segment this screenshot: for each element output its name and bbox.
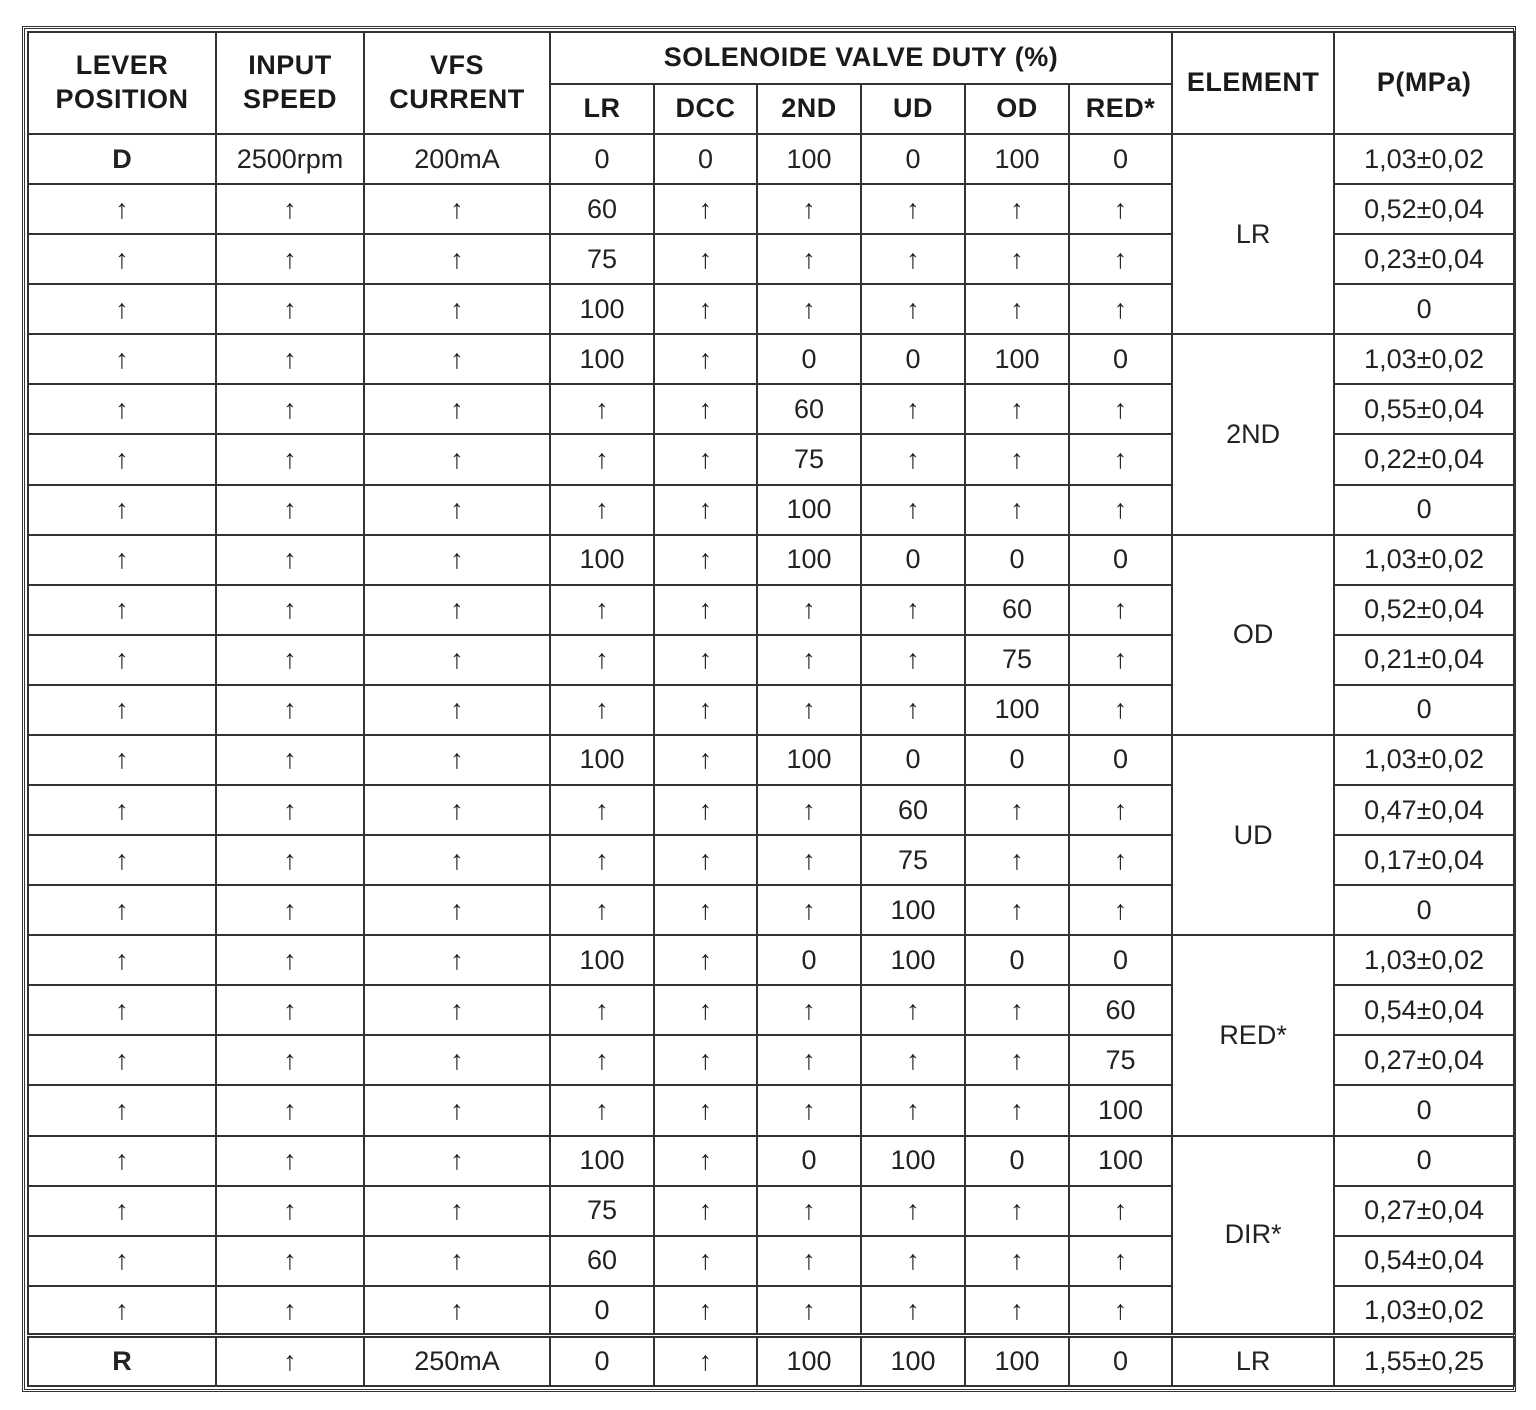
input-speed-cell: ↑ [216,635,364,685]
duty-od-cell: 100 [965,1336,1069,1386]
duty-od-cell: 75 [965,635,1069,685]
duty-2nd-cell: ↑ [757,835,861,885]
duty-ud-cell: ↑ [861,485,965,535]
duty-2nd-cell: ↑ [757,885,861,935]
duty-red-cell: ↑ [1069,1236,1172,1286]
duty-dcc-cell: ↑ [654,1236,757,1286]
duty-red-cell: ↑ [1069,585,1172,635]
duty-lr-cell: 75 [550,1186,654,1236]
duty-2nd-cell: 60 [757,384,861,434]
element-cell: LR [1172,134,1334,334]
input-speed-cell: ↑ [216,985,364,1035]
lever-position-cell: ↑ [28,1136,216,1186]
lever-position-cell: R [28,1336,216,1386]
input-speed-cell: ↑ [216,785,364,835]
duty-lr-cell: 0 [550,1286,654,1336]
pressure-cell: 0,47±0,04 [1334,785,1514,835]
duty-2nd-cell: ↑ [757,1236,861,1286]
duty-red-cell: ↑ [1069,635,1172,685]
duty-red-cell: ↑ [1069,384,1172,434]
duty-ud-cell: ↑ [861,1085,965,1135]
input-speed-cell: ↑ [216,334,364,384]
duty-red-cell: ↑ [1069,234,1172,284]
duty-lr-cell: 100 [550,284,654,334]
duty-lr-cell: ↑ [550,384,654,434]
duty-2nd-cell: ↑ [757,685,861,735]
header-solenoid-valve-duty: SOLENOIDE VALVE DUTY (%) [550,32,1172,84]
duty-ud-cell: ↑ [861,184,965,234]
duty-dcc-cell: ↑ [654,735,757,785]
pressure-cell: 0,52±0,04 [1334,585,1514,635]
vfs-current-cell: ↑ [364,1236,550,1286]
pressure-cell: 1,03±0,02 [1334,1286,1514,1336]
lever-position-cell: D [28,134,216,184]
table-frame [22,26,1516,1392]
pressure-cell: 0,27±0,04 [1334,1035,1514,1085]
vfs-current-cell: ↑ [364,585,550,635]
duty-dcc-cell: ↑ [654,785,757,835]
lever-position-cell: ↑ [28,885,216,935]
duty-dcc-cell: ↑ [654,234,757,284]
duty-2nd-cell: ↑ [757,785,861,835]
input-speed-cell: ↑ [216,685,364,735]
duty-dcc-cell: ↑ [654,635,757,685]
duty-dcc-cell: ↑ [654,585,757,635]
vfs-current-cell: ↑ [364,1035,550,1085]
input-speed-cell: ↑ [216,1236,364,1286]
pressure-cell: 1,03±0,02 [1334,735,1514,785]
duty-lr-cell: ↑ [550,1035,654,1085]
duty-red-cell: 75 [1069,1035,1172,1085]
duty-red-cell: ↑ [1069,184,1172,234]
pressure-cell: 0 [1334,1085,1514,1135]
duty-od-cell: ↑ [965,1186,1069,1236]
duty-dcc-cell: ↑ [654,1136,757,1186]
duty-red-cell: ↑ [1069,485,1172,535]
input-speed-cell: ↑ [216,935,364,985]
duty-lr-cell: 0 [550,1336,654,1386]
input-speed-cell: ↑ [216,1136,364,1186]
duty-2nd-cell: 0 [757,1136,861,1186]
duty-lr-cell: 100 [550,535,654,585]
duty-dcc-cell: ↑ [654,334,757,384]
header-sub-lr: LR [550,84,654,134]
element-cell: LR [1172,1336,1334,1386]
duty-ud-cell: 0 [861,735,965,785]
pressure-cell: 0,52±0,04 [1334,184,1514,234]
lever-position-cell: ↑ [28,535,216,585]
lever-position-cell: ↑ [28,835,216,885]
duty-red-cell: ↑ [1069,1186,1172,1236]
header-sub-2nd: 2ND [757,84,861,134]
duty-ud-cell: ↑ [861,284,965,334]
table-row [28,535,1514,585]
pressure-cell: 0,23±0,04 [1334,234,1514,284]
input-speed-cell: ↑ [216,885,364,935]
duty-lr-cell: 100 [550,1136,654,1186]
duty-lr-cell: ↑ [550,485,654,535]
duty-red-cell: ↑ [1069,685,1172,735]
duty-2nd-cell: 75 [757,434,861,484]
duty-2nd-cell: 100 [757,535,861,585]
header-vfs-current: VFS CURRENT [364,32,550,134]
duty-ud-cell: 100 [861,1136,965,1186]
duty-od-cell: 100 [965,134,1069,184]
duty-red-cell: ↑ [1069,785,1172,835]
duty-ud-cell: ↑ [861,234,965,284]
duty-dcc-cell: ↑ [654,1085,757,1135]
header-sub-ud: UD [861,84,965,134]
vfs-current-cell: ↑ [364,485,550,535]
duty-red-cell: 0 [1069,1336,1172,1386]
duty-ud-cell: 0 [861,134,965,184]
duty-dcc-cell: ↑ [654,685,757,735]
duty-red-cell: 100 [1069,1085,1172,1135]
duty-2nd-cell: ↑ [757,1186,861,1236]
duty-lr-cell: ↑ [550,785,654,835]
duty-red-cell: 0 [1069,535,1172,585]
duty-od-cell: ↑ [965,234,1069,284]
header-row-top [28,32,1514,84]
duty-2nd-cell: 100 [757,485,861,535]
duty-2nd-cell: ↑ [757,1085,861,1135]
duty-red-cell: ↑ [1069,1286,1172,1336]
duty-od-cell: ↑ [965,835,1069,885]
duty-2nd-cell: 0 [757,935,861,985]
lever-position-cell: ↑ [28,234,216,284]
duty-lr-cell: 100 [550,935,654,985]
vfs-current-cell: ↑ [364,334,550,384]
duty-ud-cell: ↑ [861,635,965,685]
duty-lr-cell: 60 [550,184,654,234]
duty-lr-cell: ↑ [550,685,654,735]
duty-ud-cell: ↑ [861,1286,965,1336]
input-speed-cell: ↑ [216,384,364,434]
pressure-cell: 1,03±0,02 [1334,134,1514,184]
duty-ud-cell: ↑ [861,434,965,484]
lever-position-cell: ↑ [28,485,216,535]
duty-dcc-cell: ↑ [654,1035,757,1085]
pressure-cell: 0,55±0,04 [1334,384,1514,434]
duty-2nd-cell: ↑ [757,585,861,635]
pressure-cell: 0,17±0,04 [1334,835,1514,885]
lever-position-cell: ↑ [28,1286,216,1336]
table-row [28,735,1514,785]
input-speed-cell: ↑ [216,434,364,484]
header-sub-dcc: DCC [654,84,757,134]
duty-od-cell: 60 [965,585,1069,635]
vfs-current-cell: ↑ [364,985,550,1035]
duty-2nd-cell: ↑ [757,985,861,1035]
header-sub-od: OD [965,84,1069,134]
pressure-cell: 0 [1334,885,1514,935]
lever-position-cell: ↑ [28,1085,216,1135]
header-pressure: P(MPa) [1334,32,1514,134]
duty-dcc-cell: ↑ [654,935,757,985]
vfs-current-cell: ↑ [364,735,550,785]
lever-position-cell: ↑ [28,935,216,985]
duty-od-cell: ↑ [965,384,1069,434]
duty-dcc-cell: ↑ [654,885,757,935]
duty-dcc-cell: ↑ [654,535,757,585]
duty-dcc-cell: ↑ [654,434,757,484]
duty-od-cell: 0 [965,935,1069,985]
duty-lr-cell: ↑ [550,585,654,635]
duty-lr-cell: 100 [550,735,654,785]
duty-lr-cell: ↑ [550,434,654,484]
lever-position-cell: ↑ [28,434,216,484]
duty-lr-cell: 60 [550,1236,654,1286]
lever-position-cell: ↑ [28,284,216,334]
pressure-cell: 0 [1334,284,1514,334]
duty-ud-cell: ↑ [861,685,965,735]
input-speed-cell: ↑ [216,535,364,585]
input-speed-cell: ↑ [216,835,364,885]
input-speed-cell: ↑ [216,184,364,234]
duty-dcc-cell: ↑ [654,1286,757,1336]
duty-lr-cell: ↑ [550,835,654,885]
element-cell: OD [1172,535,1334,735]
duty-od-cell: 100 [965,685,1069,735]
vfs-current-cell: ↑ [364,635,550,685]
pressure-cell: 1,03±0,02 [1334,334,1514,384]
pressure-cell: 1,03±0,02 [1334,535,1514,585]
duty-red-cell: 0 [1069,334,1172,384]
duty-dcc-cell: ↑ [654,284,757,334]
duty-2nd-cell: ↑ [757,635,861,685]
duty-2nd-cell: 100 [757,134,861,184]
duty-od-cell: 0 [965,735,1069,785]
input-speed-cell: ↑ [216,1186,364,1236]
table-row [28,1136,1514,1186]
element-cell: DIR* [1172,1136,1334,1336]
input-speed-cell: ↑ [216,284,364,334]
duty-red-cell: ↑ [1069,885,1172,935]
duty-dcc-cell: ↑ [654,184,757,234]
lever-position-cell: ↑ [28,184,216,234]
vfs-current-cell: ↑ [364,1136,550,1186]
vfs-current-cell: ↑ [364,284,550,334]
duty-lr-cell: ↑ [550,885,654,935]
vfs-current-cell: ↑ [364,434,550,484]
duty-lr-cell: ↑ [550,985,654,1035]
pressure-cell: 0,22±0,04 [1334,434,1514,484]
duty-ud-cell: 100 [861,1336,965,1386]
duty-ud-cell: ↑ [861,1035,965,1085]
duty-ud-cell: ↑ [861,384,965,434]
input-speed-cell: ↑ [216,1336,364,1386]
element-cell: 2ND [1172,334,1334,534]
lever-position-cell: ↑ [28,735,216,785]
duty-ud-cell: 0 [861,334,965,384]
input-speed-cell: 2500rpm [216,134,364,184]
lever-position-cell: ↑ [28,785,216,835]
input-speed-cell: ↑ [216,735,364,785]
duty-ud-cell: ↑ [861,985,965,1035]
duty-dcc-cell: ↑ [654,384,757,434]
duty-ud-cell: ↑ [861,1186,965,1236]
table-row [28,334,1514,384]
input-speed-cell: ↑ [216,234,364,284]
input-speed-cell: ↑ [216,1085,364,1135]
duty-od-cell: 0 [965,535,1069,585]
pressure-cell: 0 [1334,1136,1514,1186]
duty-od-cell: ↑ [965,785,1069,835]
header-sub-red: RED* [1069,84,1172,134]
pressure-cell: 0,21±0,04 [1334,635,1514,685]
input-speed-cell: ↑ [216,485,364,535]
lever-position-cell: ↑ [28,334,216,384]
lever-position-cell: ↑ [28,1236,216,1286]
element-cell: UD [1172,735,1334,935]
pressure-cell: 0,54±0,04 [1334,1236,1514,1286]
duty-2nd-cell: ↑ [757,184,861,234]
vfs-current-cell: ↑ [364,785,550,835]
duty-dcc-cell: ↑ [654,1336,757,1386]
duty-2nd-cell: 100 [757,735,861,785]
lever-position-cell: ↑ [28,985,216,1035]
duty-red-cell: ↑ [1069,284,1172,334]
duty-2nd-cell: ↑ [757,234,861,284]
duty-2nd-cell: ↑ [757,1286,861,1336]
duty-od-cell: ↑ [965,985,1069,1035]
table-row [28,935,1514,985]
header-lever-position: LEVER POSITION [28,32,216,134]
duty-dcc-cell: ↑ [654,985,757,1035]
duty-dcc-cell: ↑ [654,1186,757,1236]
pressure-cell: 0 [1334,485,1514,535]
duty-ud-cell: 0 [861,535,965,585]
duty-lr-cell: ↑ [550,1085,654,1135]
duty-lr-cell: 100 [550,334,654,384]
duty-od-cell: ↑ [965,184,1069,234]
vfs-current-cell: 200mA [364,134,550,184]
duty-red-cell: 60 [1069,985,1172,1035]
vfs-current-cell: ↑ [364,384,550,434]
duty-od-cell: 100 [965,334,1069,384]
table-body [28,134,1514,1386]
pressure-cell: 1,55±0,25 [1334,1336,1514,1386]
input-speed-cell: ↑ [216,1286,364,1336]
duty-2nd-cell: 0 [757,334,861,384]
lever-position-cell: ↑ [28,585,216,635]
vfs-current-cell: ↑ [364,1186,550,1236]
duty-dcc-cell: 0 [654,134,757,184]
duty-od-cell: ↑ [965,1085,1069,1135]
duty-red-cell: 0 [1069,735,1172,785]
input-speed-cell: ↑ [216,585,364,635]
duty-od-cell: 0 [965,1136,1069,1186]
duty-2nd-cell: ↑ [757,1035,861,1085]
duty-od-cell: ↑ [965,885,1069,935]
duty-lr-cell: 0 [550,134,654,184]
duty-ud-cell: ↑ [861,585,965,635]
duty-od-cell: ↑ [965,1236,1069,1286]
header-input-speed: INPUT SPEED [216,32,364,134]
vfs-current-cell: ↑ [364,935,550,985]
duty-ud-cell: ↑ [861,1236,965,1286]
vfs-current-cell: ↑ [364,535,550,585]
lever-position-cell: ↑ [28,1186,216,1236]
pressure-cell: 0,54±0,04 [1334,985,1514,1035]
pressure-cell: 0,27±0,04 [1334,1186,1514,1236]
duty-red-cell: ↑ [1069,434,1172,484]
input-speed-cell: ↑ [216,1035,364,1085]
lever-position-cell: ↑ [28,685,216,735]
lever-position-cell: ↑ [28,384,216,434]
vfs-current-cell: ↑ [364,885,550,935]
vfs-current-cell: ↑ [364,184,550,234]
solenoid-duty-table [27,31,1515,1387]
duty-od-cell: ↑ [965,485,1069,535]
duty-lr-cell: ↑ [550,635,654,685]
duty-2nd-cell: 100 [757,1336,861,1386]
duty-ud-cell: 100 [861,935,965,985]
header-element: ELEMENT [1172,32,1334,134]
pressure-cell: 1,03±0,02 [1334,935,1514,985]
vfs-current-cell: 250mA [364,1336,550,1386]
pressure-cell: 0 [1334,685,1514,735]
lever-position-cell: ↑ [28,1035,216,1085]
vfs-current-cell: ↑ [364,1085,550,1135]
duty-lr-cell: 75 [550,234,654,284]
vfs-current-cell: ↑ [364,234,550,284]
table-row [28,1336,1514,1386]
duty-od-cell: ↑ [965,1035,1069,1085]
duty-red-cell: ↑ [1069,835,1172,885]
vfs-current-cell: ↑ [364,835,550,885]
duty-2nd-cell: ↑ [757,284,861,334]
duty-od-cell: ↑ [965,434,1069,484]
duty-od-cell: ↑ [965,284,1069,334]
duty-dcc-cell: ↑ [654,835,757,885]
duty-ud-cell: 100 [861,885,965,935]
table-row [28,134,1514,184]
duty-ud-cell: 60 [861,785,965,835]
lever-position-cell: ↑ [28,635,216,685]
vfs-current-cell: ↑ [364,1286,550,1336]
duty-ud-cell: 75 [861,835,965,885]
duty-red-cell: 100 [1069,1136,1172,1186]
vfs-current-cell: ↑ [364,685,550,735]
element-cell: RED* [1172,935,1334,1135]
duty-red-cell: 0 [1069,935,1172,985]
duty-red-cell: 0 [1069,134,1172,184]
duty-dcc-cell: ↑ [654,485,757,535]
duty-od-cell: ↑ [965,1286,1069,1336]
